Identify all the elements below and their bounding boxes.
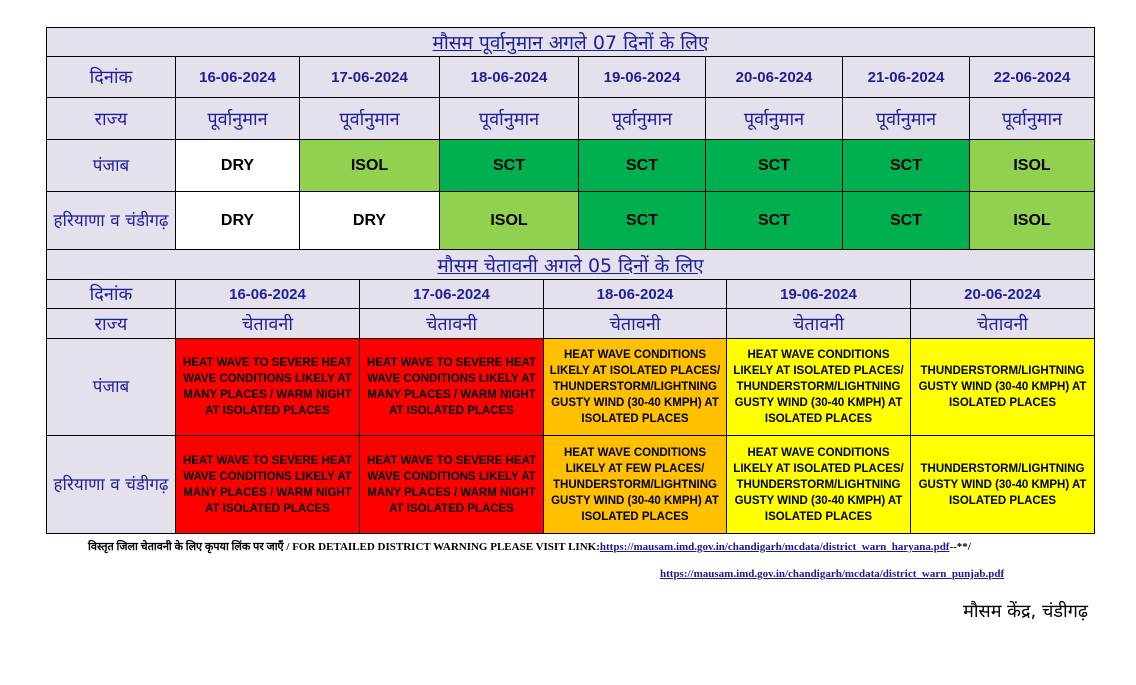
forecast-cell: SCT	[440, 140, 579, 192]
forecast-column-label: पूर्वानुमान	[176, 98, 300, 140]
warning-column-label: चेतावनी	[911, 309, 1095, 339]
warning-cell: HEAT WAVE CONDITIONS LIKELY AT ISOLATED PLACES/ THUNDERSTORM/LIGHTNING GUSTY WIND (30-40 KMPH) AT ISOLATED PLACES	[727, 436, 911, 534]
warning-date: 18-06-2024	[544, 280, 727, 309]
warning-column-label: चेतावनी	[360, 309, 544, 339]
forecast-cell: SCT	[579, 192, 706, 250]
haryana-warning-link[interactable]: https://mausam.imd.gov.in/chandigarh/mcdata/district_warn_haryana.pdf	[599, 541, 950, 553]
warning-column-label: चेतावनी	[176, 309, 360, 339]
warning-cell: HEAT WAVE TO SEVERE HEAT WAVE CONDITIONS LIKELY AT MANY PLACES / WARM NIGHT AT ISOLATED PLACES	[360, 339, 544, 436]
warning-date: 17-06-2024	[360, 280, 544, 309]
forecast-column-label: पूर्वानुमान	[579, 98, 706, 140]
forecast-column-label: पूर्वानुमान	[440, 98, 579, 140]
forecast-cell: DRY	[300, 192, 440, 250]
warning-cell: HEAT WAVE CONDITIONS LIKELY AT ISOLATED PLACES/ THUNDERSTORM/LIGHTNING GUSTY WIND (30-40 KMPH) AT ISOLATED PLACES	[544, 339, 727, 436]
forecast-column-label: पूर्वानुमान	[300, 98, 440, 140]
warning-cell: HEAT WAVE TO SEVERE HEAT WAVE CONDITIONS LIKELY AT MANY PLACES / WARM NIGHT AT ISOLATED PLACES	[360, 436, 544, 534]
warning-cell: THUNDERSTORM/LIGHTNING GUSTY WIND (30-40 KMPH) AT ISOLATED PLACES	[911, 339, 1095, 436]
forecast-cell: SCT	[706, 140, 843, 192]
warning-cell: THUNDERSTORM/LIGHTNING GUSTY WIND (30-40 KMPH) AT ISOLATED PLACES	[911, 436, 1095, 534]
warning-state-label: राज्य	[47, 309, 176, 339]
forecast-date: 22-06-2024	[970, 57, 1095, 98]
forecast-state-punjab: पंजाब	[47, 140, 176, 192]
forecast-cell: DRY	[176, 140, 300, 192]
punjab-link-line	[660, 568, 1004, 580]
warning-table	[46, 249, 1095, 534]
warning-date: 19-06-2024	[727, 280, 911, 309]
warning-date: 20-06-2024	[911, 280, 1095, 309]
forecast-date: 17-06-2024	[300, 57, 440, 98]
warning-date-label: दिनांक	[47, 280, 176, 309]
district-warning-note	[88, 539, 971, 554]
forecast-state-haryana: हरियाणा व चंडीगढ़	[47, 192, 176, 250]
warning-cell: HEAT WAVE CONDITIONS LIKELY AT ISOLATED PLACES/ THUNDERSTORM/LIGHTNING GUSTY WIND (30-40 KMPH) AT ISOLATED PLACES	[727, 339, 911, 436]
forecast-date: 16-06-2024	[176, 57, 300, 98]
forecast-cell: DRY	[176, 192, 300, 250]
warning-column-label: चेतावनी	[727, 309, 911, 339]
forecast-column-label: पूर्वानुमान	[843, 98, 970, 140]
forecast-date: 20-06-2024	[706, 57, 843, 98]
warning-column-label: चेतावनी	[544, 309, 727, 339]
warning-date: 16-06-2024	[176, 280, 360, 309]
forecast-cell: SCT	[579, 140, 706, 192]
forecast-table	[46, 27, 1095, 250]
warning-state-haryana: हरियाणा व चंडीगढ़	[47, 436, 176, 534]
forecast-date-label: दिनांक	[47, 57, 176, 98]
warning-cell: HEAT WAVE TO SEVERE HEAT WAVE CONDITIONS LIKELY AT MANY PLACES / WARM NIGHT AT ISOLATED PLACES	[176, 436, 360, 534]
note-separator: --**/	[949, 541, 971, 553]
forecast-date: 19-06-2024	[579, 57, 706, 98]
warning-cell: HEAT WAVE CONDITIONS LIKELY AT FEW PLACES/ THUNDERSTORM/LIGHTNING GUSTY WIND (30-40 KMPH) AT ISOLATED PLACES	[544, 436, 727, 534]
forecast-date: 21-06-2024	[843, 57, 970, 98]
warning-state-punjab: पंजाब	[47, 339, 176, 436]
forecast-title: मौसम पूर्वानुमान अगले 07 दिनों के लिए	[47, 28, 1095, 57]
note-text: विस्तृत जिला चेतावनी के लिए कृपया लिंक पर जाएँ / FOR DETAILED DISTRICT WARNING PLEASE VISIT LINK:	[88, 541, 600, 553]
office-signature: मौसम केंद्र, चंडीगढ़	[963, 601, 1088, 622]
forecast-cell: SCT	[843, 140, 970, 192]
forecast-cell: ISOL	[300, 140, 440, 192]
forecast-cell: SCT	[706, 192, 843, 250]
forecast-cell: ISOL	[440, 192, 579, 250]
forecast-state-label: राज्य	[47, 98, 176, 140]
forecast-cell: ISOL	[970, 140, 1095, 192]
warning-cell: HEAT WAVE TO SEVERE HEAT WAVE CONDITIONS LIKELY AT MANY PLACES / WARM NIGHT AT ISOLATED PLACES	[176, 339, 360, 436]
forecast-cell: SCT	[843, 192, 970, 250]
forecast-column-label: पूर्वानुमान	[970, 98, 1095, 140]
forecast-column-label: पूर्वानुमान	[706, 98, 843, 140]
punjab-warning-link[interactable]: https://mausam.imd.gov.in/chandigarh/mcdata/district_warn_punjab.pdf	[660, 568, 1005, 580]
forecast-date: 18-06-2024	[440, 57, 579, 98]
warning-title: मौसम चेतावनी अगले 05 दिनों के लिए	[47, 250, 1095, 280]
forecast-cell: ISOL	[970, 192, 1095, 250]
